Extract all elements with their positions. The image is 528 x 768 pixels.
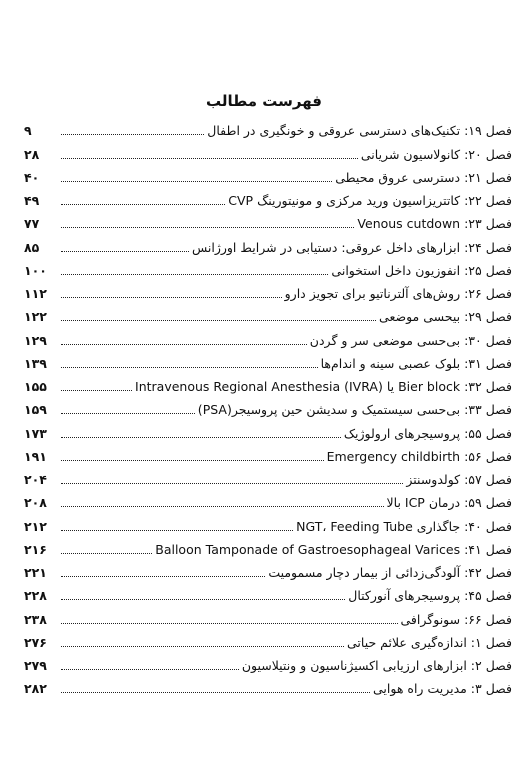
toc-entry-title: فصل ۵۵: پروسیجرهای ارولوژیک <box>343 425 512 441</box>
dot-leader <box>61 274 328 275</box>
dot-leader <box>61 251 189 252</box>
toc-entry <box>24 488 512 511</box>
toc-entry-page: ۲۰۸ <box>24 495 47 511</box>
toc-entry-page: ۲۲۸ <box>24 588 47 604</box>
toc-entry-page: ۱۲۲ <box>24 309 47 325</box>
toc-entry <box>24 139 512 162</box>
dot-leader <box>61 599 345 600</box>
dot-leader <box>61 413 195 414</box>
dot-leader <box>61 367 318 368</box>
toc-entry <box>24 349 512 372</box>
toc-entry-title: فصل ۴۵: پروسیجرهای آنورکتال <box>348 588 512 604</box>
page-title: فهرست مطالب <box>206 92 322 110</box>
toc-entry <box>24 395 512 418</box>
toc-entry <box>24 325 512 348</box>
toc-entry-page: ۲۸ <box>24 146 40 162</box>
toc-entry <box>24 465 512 488</box>
dot-leader <box>61 623 398 624</box>
toc-entry-title: فصل ۶۶: سونوگرافی <box>400 611 512 627</box>
toc-entry-page: ۴۰ <box>24 169 40 185</box>
toc-entry-title: فصل ۴۲: آلودگی‌زدائی از بیمار دچار مسمومیت <box>268 565 512 580</box>
toc-entry-title: فصل ۲۹: بیحسی موضعی <box>379 309 512 325</box>
toc-entry-title: فصل ۱۹: تکنیک‌های دسترسی عروقی و خونگیری در اطفال <box>207 123 512 139</box>
dot-leader <box>61 344 307 345</box>
toc-entry-title: فصل ۲۳: Venous cutdown <box>357 216 512 232</box>
dot-leader <box>61 530 293 531</box>
toc-entry <box>24 628 512 651</box>
toc-entry-page: ۲۸۲ <box>24 681 47 697</box>
dot-leader <box>61 181 332 182</box>
toc-entry <box>24 279 512 302</box>
toc-entry-page: ۲۳۸ <box>24 611 47 627</box>
toc-entry <box>24 604 512 627</box>
toc-entry-title: فصل ۲۵: انفوزیون داخل استخوانی <box>331 262 512 278</box>
toc-entry <box>24 116 512 139</box>
toc-entry-title: فصل ۳: مدیریت راه هوایی <box>373 681 512 697</box>
toc-entry-title: فصل ۲۴: ابزارهای داخل عروقی: دستیابی در شرایط اورژانس <box>191 239 512 255</box>
toc-entry-page: ۱۵۹ <box>24 402 47 418</box>
toc-entry-title: فصل ۲۶: روش‌های آلترناتیو برای تجویز دارو <box>284 286 512 301</box>
toc-entry <box>24 511 512 534</box>
toc-entry <box>24 256 512 279</box>
toc-entry-page: ۱۰۰ <box>24 262 47 278</box>
toc-entry-page: ۱۵۵ <box>24 379 47 394</box>
dot-leader <box>61 297 282 298</box>
toc-entry-page: ۱۲۹ <box>24 332 47 348</box>
toc-entry-title: فصل ۱: اندازه‌گیری علائم حیاتی <box>346 634 512 650</box>
toc-entry <box>24 209 512 232</box>
toc-entry-page: ۱۹۱ <box>24 448 47 464</box>
toc-entry <box>24 674 512 697</box>
dot-leader <box>61 460 324 461</box>
toc-entry-title: فصل ۲: ابزارهای ارزیابی اکسیژناسیون و ونتیلاسیون <box>241 658 512 673</box>
table-of-contents <box>24 116 512 697</box>
toc-entry-page: ۲۱۶ <box>24 541 47 557</box>
toc-entry-page: ۲۷۹ <box>24 658 47 673</box>
dot-leader <box>61 483 403 484</box>
toc-entry <box>24 186 512 209</box>
toc-entry-title: فصل ۳۰: بی‌حسی موضعی سر و گردن <box>309 332 512 348</box>
toc-entry-page: ۸۵ <box>24 239 40 255</box>
dot-leader <box>61 646 344 647</box>
toc-entry-page: ۲۰۴ <box>24 472 47 487</box>
dot-leader <box>61 553 152 554</box>
toc-entry-page: ۷۷ <box>24 216 40 232</box>
toc-entry-title: فصل ۳۱: بلوک عصبی سینه و اندام‌ها <box>320 355 512 371</box>
toc-entry-title: فصل ۳۲: Bier block یا Intravenous Regional Anesthesia (IVRA) <box>135 379 512 394</box>
toc-entry <box>24 535 512 558</box>
toc-entry <box>24 651 512 674</box>
toc-entry-page: ۲۷۶ <box>24 634 47 650</box>
toc-entry <box>24 442 512 465</box>
dot-leader <box>61 576 265 577</box>
dot-leader <box>61 158 358 159</box>
toc-entry <box>24 372 512 395</box>
toc-entry-page: ۲۱۲ <box>24 518 47 534</box>
toc-entry-title: فصل ۴۱: Balloon Tamponade of Gastroesophageal Varices <box>155 541 512 557</box>
toc-entry-title: فصل ۲۱: دسترسی عروق محیطی <box>335 169 512 185</box>
dot-leader <box>61 134 204 135</box>
toc-entry-page: ۹ <box>24 123 32 139</box>
toc-entry <box>24 232 512 255</box>
toc-entry-page: ۱۱۲ <box>24 286 47 301</box>
toc-entry-page: ۱۷۳ <box>24 425 47 441</box>
toc-entry-title: فصل ۳۳: بی‌حسی سیستمیک و سدیشن حین پروسیجر(PSA) <box>197 402 512 418</box>
dot-leader <box>61 669 239 670</box>
dot-leader <box>61 506 384 507</box>
dot-leader <box>61 437 341 438</box>
dot-leader <box>61 227 354 228</box>
dot-leader <box>61 692 370 693</box>
toc-entry <box>24 418 512 441</box>
toc-entry-title: فصل ۵۶: Emergency childbirth <box>326 448 512 464</box>
toc-entry-title: فصل ۴۰: جاگذاری NGT، Feeding Tube <box>296 518 512 534</box>
toc-entry <box>24 558 512 581</box>
toc-entry-page: ۲۲۱ <box>24 565 47 580</box>
dot-leader <box>61 390 132 391</box>
dot-leader <box>61 320 376 321</box>
toc-entry-page: ۱۳۹ <box>24 355 47 371</box>
toc-entry-title: فصل ۲۲: کاتتریزاسیون ورید مرکزی و مونیتورینگ CVP <box>228 193 512 208</box>
toc-entry <box>24 163 512 186</box>
toc-entry-title: فصل ۵۹: درمان ICP بالا <box>386 495 512 511</box>
toc-entry <box>24 581 512 604</box>
toc-entry-title: فصل ۵۷: کولدوسنتز <box>406 472 512 487</box>
toc-entry-page: ۴۹ <box>24 193 40 208</box>
toc-entry <box>24 302 512 325</box>
toc-entry-title: فصل ۲۰: کانولاسیون شریانی <box>360 146 512 162</box>
dot-leader <box>61 204 225 205</box>
